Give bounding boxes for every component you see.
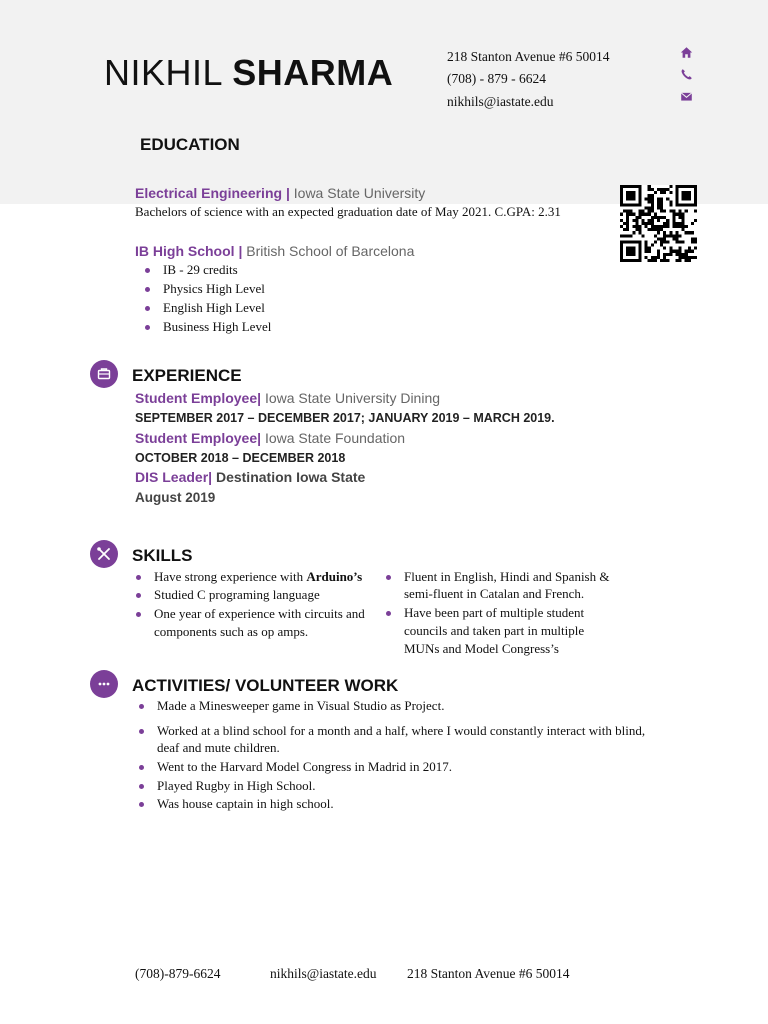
contact-phone: (708) - 879 - 6624	[447, 71, 546, 86]
footer-address: 218 Stanton Avenue #6 50014	[407, 966, 570, 981]
experience-entry-foundation	[135, 430, 405, 446]
skill-item: Fluent in English, Hindi and Spanish &	[404, 569, 610, 584]
activity-item: Played Rugby in High School.	[157, 778, 316, 793]
contact-address: 218 Stanton Avenue #6 50014	[447, 49, 610, 64]
job-role: Student Employee	[135, 390, 258, 406]
experience-entry-dining	[135, 390, 440, 406]
degree-name: Electrical Engineering	[135, 185, 283, 201]
skill-item: One year of experience with circuits and	[154, 606, 365, 621]
activity-item: Worked at a blind school for a month and a half, where I would constantly interact with blind,	[157, 723, 646, 738]
skill-item	[154, 569, 362, 585]
separator: |	[257, 390, 262, 406]
first-name: NIKHIL	[104, 52, 222, 93]
education-entry-highschool	[135, 243, 414, 259]
list-item: IB - 29 credits	[163, 262, 238, 277]
contact-email[interactable]: nikhils@iastate.edu	[447, 94, 554, 109]
email-icon	[680, 90, 693, 103]
education-detail: Bachelors of science with an expected graduation date of May 2021. C.GPA: 2.31	[135, 204, 561, 219]
phone-icon	[680, 68, 693, 81]
education-entry-university	[135, 185, 425, 201]
education-title: EDUCATION	[140, 135, 240, 154]
job-role: Student Employee	[135, 430, 258, 446]
last-name: SHARMA	[232, 52, 394, 93]
job-org: Destination Iowa State	[215, 469, 366, 485]
skills-title: SKILLS	[132, 546, 193, 565]
activity-item-continued: deaf and mute children.	[157, 740, 280, 755]
job-org: Iowa State University Dining	[264, 390, 441, 406]
skill-item: Studied C programing language	[154, 587, 320, 602]
school-name: Iowa State University	[293, 185, 426, 201]
candidate-name	[104, 52, 393, 94]
skill-highlight: Arduino’s	[306, 569, 363, 584]
header-band	[0, 0, 768, 204]
separator: |	[238, 243, 243, 259]
experience-title: EXPERIENCE	[132, 366, 242, 385]
job-dates: SEPTEMBER 2017 – DECEMBER 2017; JANUARY 2019 – MARCH 2019.	[135, 411, 555, 425]
list-item: English High Level	[163, 300, 265, 315]
school-name: British School of Barcelona	[246, 243, 415, 259]
skill-item: Have been part of multiple student	[404, 605, 585, 620]
skill-item-continued: components such as op amps.	[154, 624, 309, 639]
list-item: Business High Level	[163, 319, 272, 334]
job-role: DIS Leader	[135, 469, 209, 485]
activity-item: Was house captain in high school.	[157, 796, 334, 811]
list-item: Physics High Level	[163, 281, 265, 296]
tools-icon	[90, 540, 118, 568]
footer-email[interactable]: nikhils@iastate.edu	[270, 966, 377, 981]
skill-text: Have strong experience with	[154, 569, 307, 584]
activity-item: Made a Minesweeper game in Visual Studio as Project.	[157, 698, 445, 713]
experience-entry-dis	[135, 469, 365, 485]
activities-title: ACTIVITIES/ VOLUNTEER WORK	[132, 676, 399, 695]
footer-phone: (708)-879-6624	[135, 966, 221, 981]
skill-item-continued: councils and taken part in multiple	[404, 623, 585, 638]
skill-item-continued: MUNs and Model Congress’s	[404, 641, 559, 656]
activity-item: Went to the Harvard Model Congress in Madrid in 2017.	[157, 759, 453, 774]
skill-item-continued: semi-fluent in Catalan and French.	[404, 586, 585, 601]
job-dates: August 2019	[135, 490, 216, 505]
job-dates: OCTOBER 2018 – DECEMBER 2018	[135, 451, 346, 465]
job-org: Iowa State Foundation	[264, 430, 406, 446]
separator: |	[257, 430, 262, 446]
separator: |	[208, 469, 213, 485]
home-icon	[680, 46, 693, 59]
qr-code	[620, 185, 697, 262]
briefcase-icon	[90, 360, 118, 388]
separator: |	[285, 185, 290, 201]
more-icon	[90, 670, 118, 698]
degree-name: IB High School	[135, 243, 235, 259]
